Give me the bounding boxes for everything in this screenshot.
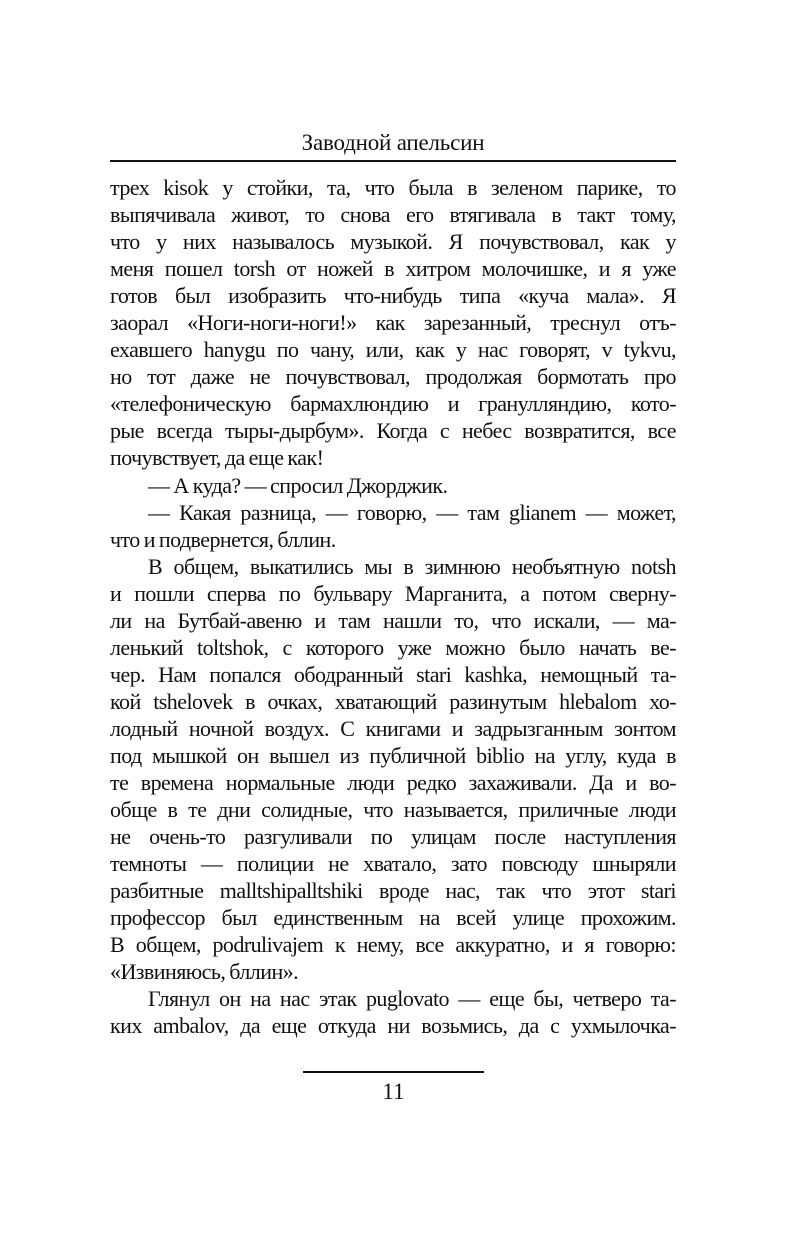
text-line: почувствует, да еще как!	[110, 445, 324, 471]
text-line: ленький toltshok, с которого уже можно было начать ве-	[110, 634, 676, 660]
text-line: разбитные malltshipalltshiki вроде нас, так что этот stari	[110, 878, 676, 904]
text-line: ли на Бутбай-авеню и там нашли то, что искали, — ма-	[110, 607, 676, 633]
header-rule	[110, 160, 676, 162]
dialogue-line: — А куда? — спросил Джорджик.	[148, 472, 448, 498]
running-title: Заводной апельсин	[301, 130, 485, 155]
text-line: и пошли сперва по бульвару Марганита, а потом сверну-	[110, 580, 676, 606]
text-line: меня пошел torsh от ножей в хитром молочишке, и я уже	[110, 256, 676, 282]
text-line: рые всегда тыры-дырбум». Когда с небес возвратится, все	[110, 418, 676, 444]
page-number: 11	[382, 1079, 405, 1104]
text-line: заорал «Ноги-ноги-ноги!» как зарезанный, треснул отъ-	[110, 310, 676, 336]
text-line: трех kisok у стойки, та, что была в зеленом парике, то	[110, 175, 676, 200]
text-line: ких ambalov, да еще откуда ни возьмись, да с ухмылочка-	[110, 1013, 676, 1039]
text-line: темноты — полиции не хватало, зато повсюду шныряли	[110, 851, 676, 877]
text-line: готов был изобразить что-нибудь типа «куча мала». Я	[110, 283, 676, 309]
text-line: те времена нормальные люди редко захаживали. Да и во-	[110, 770, 676, 796]
paragraph-first-line: В общем, выкатились мы в зимнюю необъятную notsh	[148, 553, 676, 579]
text-line: выпячивала живот, то снова его втягивала в такт тому,	[110, 202, 676, 228]
paragraph-first-line: Глянул он на нас этак puglovato — еще бы, четверо та-	[148, 986, 676, 1012]
body-text	[110, 174, 676, 1040]
text-line: «телефоническую бармахлюндию и гранулляндию, кото-	[110, 391, 676, 417]
text-line: В общем, podrulivajem к нему, все аккуратно, и я говорю:	[110, 932, 676, 958]
text-line: не очень-то разгуливали по улицам после наступления	[110, 824, 676, 850]
text-line: лодный ночной воздух. С книгами и задрызганным зонтом	[110, 715, 676, 741]
footer-rule	[303, 1071, 484, 1073]
text-line: но тот даже не почувствовал, продолжая бормотать про	[110, 364, 676, 390]
text-line: профессор был единственным на всей улице прохожим.	[110, 905, 676, 931]
text-line: кой tshelovek в очках, хватающий разинутым hlebalom хо-	[110, 688, 676, 714]
dialogue-line: — Какая разница, — говорю, — там glianem — может,	[148, 499, 676, 525]
text-line: под мышкой он вышел из публичной biblio на углу, куда в	[110, 742, 676, 768]
text-line: «Извиняюсь, бллин».	[110, 959, 299, 985]
text-line: чер. Нам попался ободранный stari kashka, немощный та-	[110, 661, 676, 687]
text-line: обще в те дни солидные, что называется, приличные люди	[110, 797, 676, 823]
text-line: что у них называлось музыкой. Я почувствовал, как у	[110, 229, 676, 255]
text-line: что и подвернется, бллин.	[110, 526, 336, 552]
text-line: ехавшего hanygu по чану, или, как у нас говорят, v tykvu,	[110, 337, 676, 363]
